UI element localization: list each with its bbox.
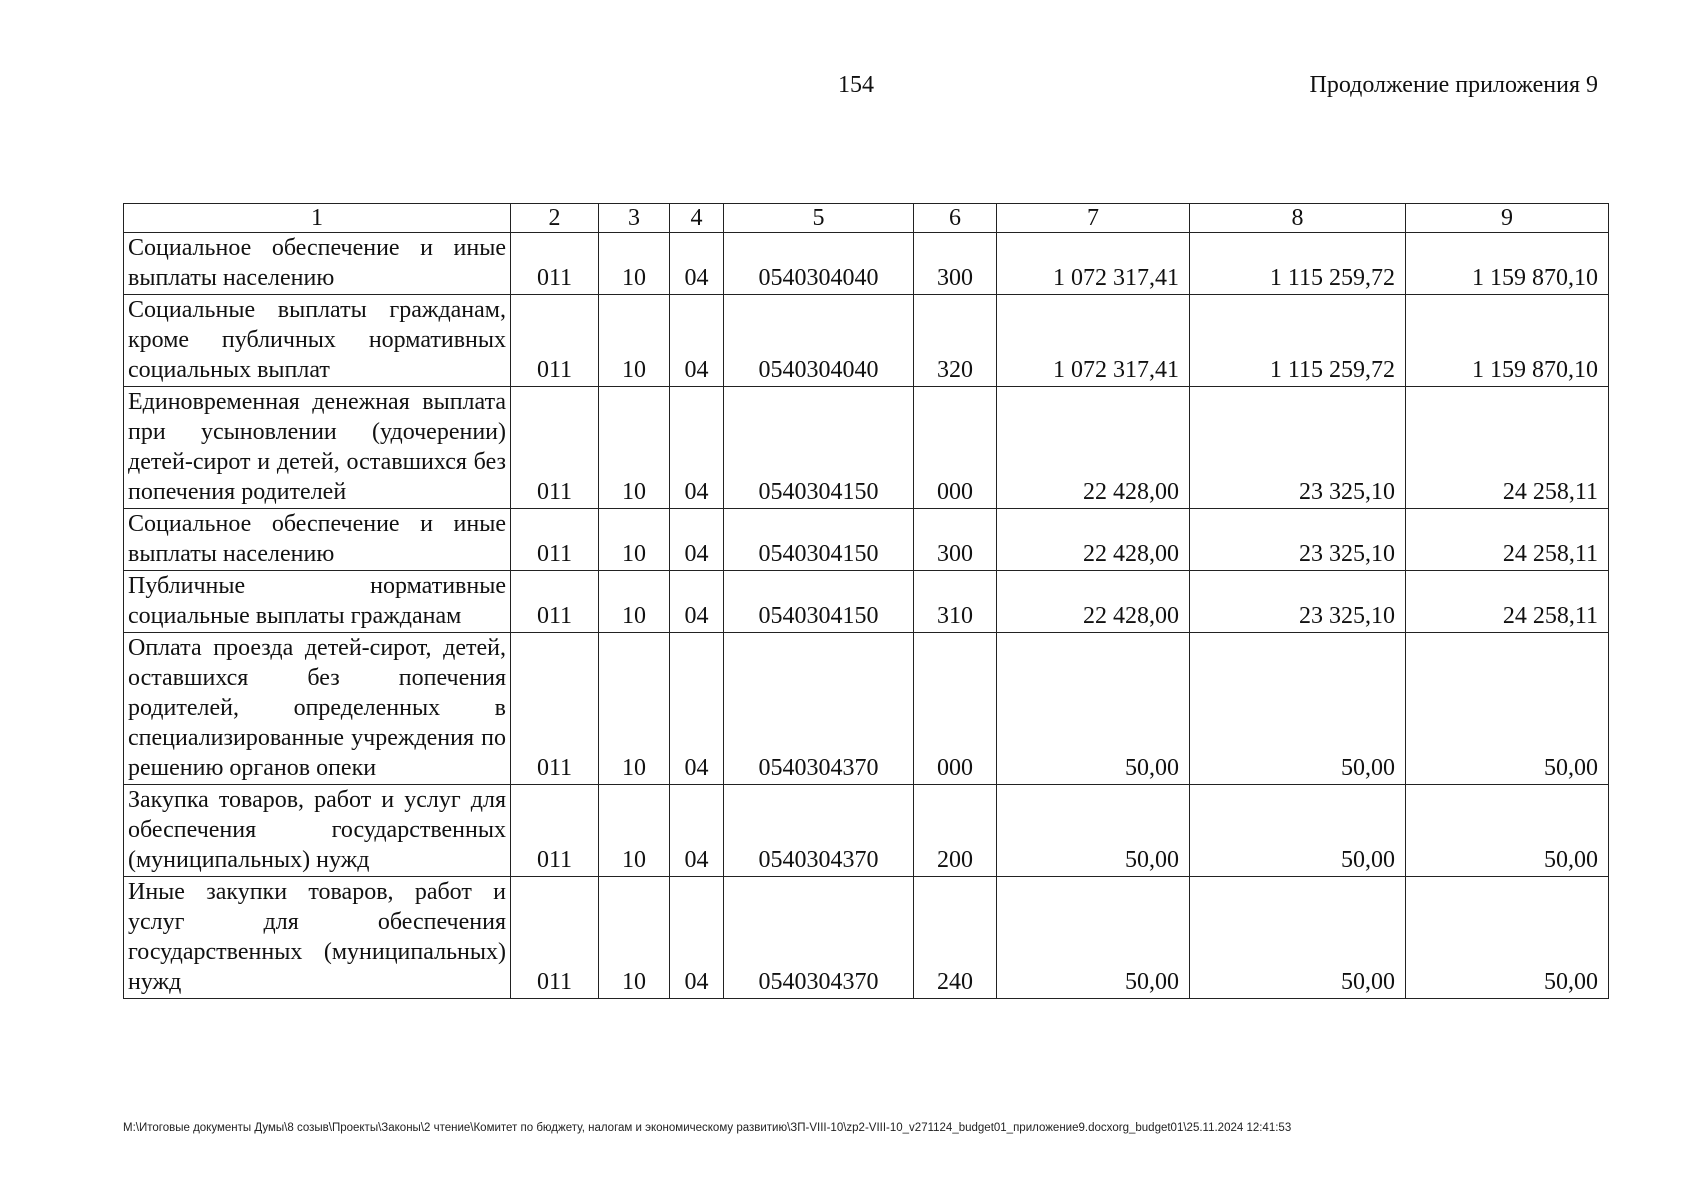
subsection-code: 04 bbox=[670, 877, 724, 999]
ministry-code: 011 bbox=[511, 295, 599, 387]
amount-col9: 24 258,11 bbox=[1406, 387, 1609, 509]
column-header: 8 bbox=[1190, 204, 1406, 233]
table-row bbox=[124, 633, 1609, 785]
amount-col7: 50,00 bbox=[997, 633, 1190, 785]
ministry-code: 011 bbox=[511, 509, 599, 571]
column-header: 4 bbox=[670, 204, 724, 233]
expense-type-code: 000 bbox=[914, 387, 997, 509]
amount-col9: 50,00 bbox=[1406, 633, 1609, 785]
amount-col8: 23 325,10 bbox=[1190, 571, 1406, 633]
amount-col7: 22 428,00 bbox=[997, 571, 1190, 633]
amount-col8: 1 115 259,72 bbox=[1190, 295, 1406, 387]
target-article-code: 0540304150 bbox=[724, 387, 914, 509]
file-path-footer: M:\Итоговые документы Думы\8 созыв\Проекты\Законы\2 чтение\Комитет по бюджету, налогам и экономическому развитию\ЗП-VIII-10\zp2-VIII-10_v271124_budget01_приложение9.docxorg_budget01\25.11.2024 12:41:53 bbox=[123, 1122, 1292, 1134]
amount-col8: 50,00 bbox=[1190, 877, 1406, 999]
table-row bbox=[124, 509, 1609, 571]
ministry-code: 011 bbox=[511, 387, 599, 509]
table-row bbox=[124, 387, 1609, 509]
row-name: Социальное обеспечение и иные выплаты населению bbox=[124, 233, 511, 295]
row-name: Социальные выплаты гражданам, кроме публичных нормативных социальных выплат bbox=[124, 295, 511, 387]
row-name: Публичные нормативные социальные выплаты гражданам bbox=[124, 571, 511, 633]
target-article-code: 0540304370 bbox=[724, 785, 914, 877]
ministry-code: 011 bbox=[511, 877, 599, 999]
subsection-code: 04 bbox=[670, 633, 724, 785]
table-row bbox=[124, 571, 1609, 633]
target-article-code: 0540304150 bbox=[724, 571, 914, 633]
subsection-code: 04 bbox=[670, 233, 724, 295]
table-header-row bbox=[124, 204, 1609, 233]
row-name: Социальное обеспечение и иные выплаты населению bbox=[124, 509, 511, 571]
target-article-code: 0540304370 bbox=[724, 633, 914, 785]
expense-type-code: 200 bbox=[914, 785, 997, 877]
section-code: 10 bbox=[599, 571, 670, 633]
amount-col9: 24 258,11 bbox=[1406, 571, 1609, 633]
section-code: 10 bbox=[599, 785, 670, 877]
target-article-code: 0540304040 bbox=[724, 233, 914, 295]
amount-col7: 1 072 317,41 bbox=[997, 233, 1190, 295]
column-header: 6 bbox=[914, 204, 997, 233]
section-code: 10 bbox=[599, 633, 670, 785]
subsection-code: 04 bbox=[670, 295, 724, 387]
row-name: Иные закупки товаров, работ и услуг для обеспечения государственных (муниципальных) нужд bbox=[124, 877, 511, 999]
section-code: 10 bbox=[599, 877, 670, 999]
subsection-code: 04 bbox=[670, 387, 724, 509]
column-header: 1 bbox=[124, 204, 511, 233]
subsection-code: 04 bbox=[670, 571, 724, 633]
expense-type-code: 240 bbox=[914, 877, 997, 999]
target-article-code: 0540304370 bbox=[724, 877, 914, 999]
amount-col9: 1 159 870,10 bbox=[1406, 295, 1609, 387]
subsection-code: 04 bbox=[670, 509, 724, 571]
expense-type-code: 320 bbox=[914, 295, 997, 387]
amount-col8: 23 325,10 bbox=[1190, 387, 1406, 509]
row-name: Единовременная денежная выплата при усыновлении (удочерении) детей-сирот и детей, оставшихся без попечения родителей bbox=[124, 387, 511, 509]
expense-type-code: 310 bbox=[914, 571, 997, 633]
column-header: 7 bbox=[997, 204, 1190, 233]
column-header: 3 bbox=[599, 204, 670, 233]
target-article-code: 0540304150 bbox=[724, 509, 914, 571]
column-header: 2 bbox=[511, 204, 599, 233]
amount-col8: 50,00 bbox=[1190, 785, 1406, 877]
amount-col7: 22 428,00 bbox=[997, 387, 1190, 509]
amount-col7: 50,00 bbox=[997, 877, 1190, 999]
amount-col9: 50,00 bbox=[1406, 877, 1609, 999]
column-header: 5 bbox=[724, 204, 914, 233]
column-header: 9 bbox=[1406, 204, 1609, 233]
amount-col7: 1 072 317,41 bbox=[997, 295, 1190, 387]
section-code: 10 bbox=[599, 233, 670, 295]
appendix-continuation-note: Продолжение приложения 9 bbox=[1309, 72, 1598, 98]
section-code: 10 bbox=[599, 509, 670, 571]
page-number: 154 bbox=[838, 72, 874, 98]
amount-col8: 23 325,10 bbox=[1190, 509, 1406, 571]
table-row bbox=[124, 785, 1609, 877]
amount-col9: 50,00 bbox=[1406, 785, 1609, 877]
target-article-code: 0540304040 bbox=[724, 295, 914, 387]
table-row bbox=[124, 233, 1609, 295]
expense-type-code: 300 bbox=[914, 509, 997, 571]
expense-type-code: 000 bbox=[914, 633, 997, 785]
expense-type-code: 300 bbox=[914, 233, 997, 295]
amount-col8: 50,00 bbox=[1190, 633, 1406, 785]
table-row bbox=[124, 295, 1609, 387]
row-name: Закупка товаров, работ и услуг для обеспечения государственных (муниципальных) нужд bbox=[124, 785, 511, 877]
ministry-code: 011 bbox=[511, 233, 599, 295]
amount-col8: 1 115 259,72 bbox=[1190, 233, 1406, 295]
table-row bbox=[124, 877, 1609, 999]
section-code: 10 bbox=[599, 387, 670, 509]
amount-col9: 24 258,11 bbox=[1406, 509, 1609, 571]
amount-col7: 22 428,00 bbox=[997, 509, 1190, 571]
amount-col9: 1 159 870,10 bbox=[1406, 233, 1609, 295]
ministry-code: 011 bbox=[511, 633, 599, 785]
budget-table bbox=[123, 203, 1609, 999]
row-name: Оплата проезда детей-сирот, детей, оставшихся без попечения родителей, определенных в специализированные учреждения по решению органов опеки bbox=[124, 633, 511, 785]
section-code: 10 bbox=[599, 295, 670, 387]
amount-col7: 50,00 bbox=[997, 785, 1190, 877]
ministry-code: 011 bbox=[511, 571, 599, 633]
ministry-code: 011 bbox=[511, 785, 599, 877]
subsection-code: 04 bbox=[670, 785, 724, 877]
